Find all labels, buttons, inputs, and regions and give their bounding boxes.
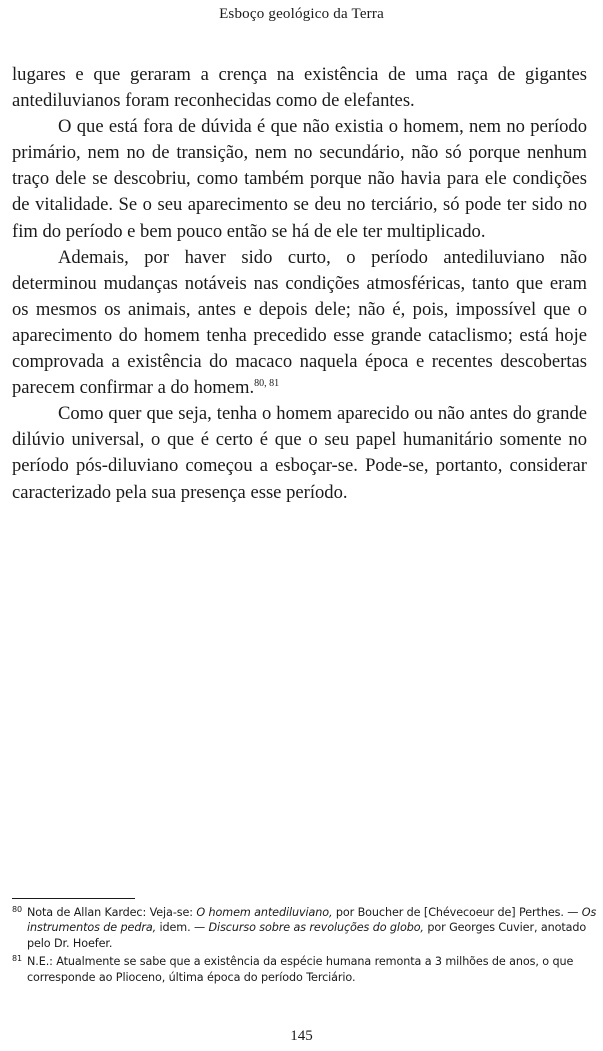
footnote-divider [12,898,135,899]
paragraph-2: O que está fora de dúvida é que não existia o homem, nem no período primário, nem no de transição, nem no secundário, não só porque nenhum traço dele se descobriu, como também porque não havia para ele condições de vitalidade. Se o seu aparecimento se deu no terciário, só pode ter sido no fim do período e bem pouco então se há de ele ter multiplicado. [12,116,587,242]
footnote-reference[interactable]: 80, 81 [254,378,280,390]
footnote-number: 81 [12,954,22,964]
paragraph-1: lugares e que geraram a crença na existência de uma raça de gigantes antediluvianos foram reconhecidas como de elefantes. [12,64,587,112]
running-header: Esboço geológico da Terra [219,6,384,22]
paragraph-3-text: Ademais, por haver sido curto, o período antediluviano não determinou mudanças notáveis nas condições atmosféricas, tanto que eram os mesmos os animais, antes e depois dele; não é, pois, impossível que o aparecimento do homem tenha precedido esse grande cataclismo; está hoje comprovada a existência do macaco naquela época e recentes descobertas parecem confirmar a do homem. [12,246,587,399]
paragraph-3 [12,245,587,402]
footnote-80-lead: Nota de Allan Kardec: Veja-se: [27,906,197,919]
footnote-80-work-2: Os instrumentos de pedra, [27,906,597,935]
page-number: 145 [290,1028,313,1044]
footnote-80-tail: por Georges Cuvier, anotado pelo Dr. Hoefer. [27,921,587,950]
footnote-81-text: N.E.: Atualmente se sabe que a existência da espécie humana remonta a 3 milhões de anos, o que corresponde ao Plioceno, última época do período Terciário. [27,955,574,984]
footnote-80 [12,905,598,951]
main-text [12,62,587,506]
paragraph-4: Como quer que seja, tenha o homem aparecido ou não antes do grande dilúvio universal, o que é certo é que o seu papel humanitário somente no período pós-diluviano começou a esboçar-se. Pode-se, portanto, considerar caracterizado pela sua presença esse período. [12,403,587,503]
footnote-80-mid-2: idem. — [156,921,209,935]
footnote-80-work-1: O homem antediluviano, [196,906,333,919]
footnotes [12,905,598,988]
footnote-81 [12,954,598,985]
footnote-number: 80 [12,905,22,914]
footnote-80-work-3: Discurso sobre as revoluções do globo, [208,921,424,935]
footnote-80-mid-1: por Boucher de [Chévecoeur de] Perthes. — [332,906,582,919]
